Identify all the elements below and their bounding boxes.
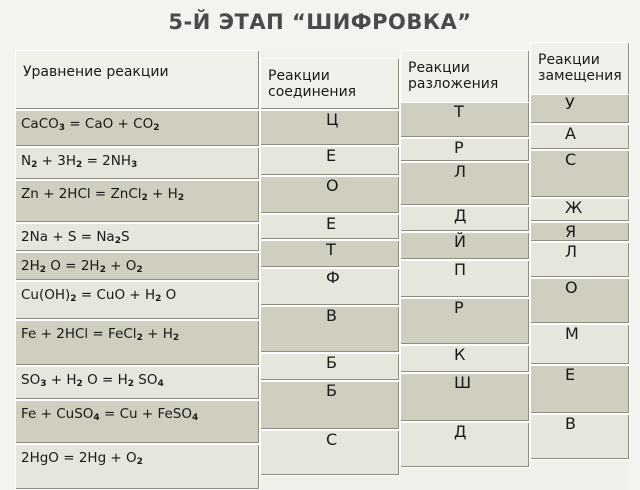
equation-cell (15, 223, 260, 252)
substitution-letter: М (565, 324, 579, 343)
subscript: 2 (76, 160, 83, 170)
equation-cell (15, 147, 260, 180)
formula-part: 2HgO = 2Hg + O (21, 450, 137, 466)
formula-part: SO (21, 372, 41, 388)
equation-cell (15, 180, 260, 223)
formula-part: O = H (82, 372, 128, 388)
formula-part: = Cu + FeSO (99, 406, 192, 422)
decomposition-letter: К (454, 345, 466, 364)
formula-part: + H (46, 372, 77, 388)
equation-cell (15, 252, 260, 281)
substitution-letter: А (565, 124, 576, 143)
synthesis-letter: Е (326, 146, 337, 165)
decomposition-letter: Й (454, 232, 466, 251)
substitution-cell (530, 198, 630, 222)
decomposition-cell (400, 298, 530, 345)
equation-text (15, 320, 259, 347)
formula-part: 2Na + S = Na (21, 229, 115, 245)
formula-part: = CuO + H (76, 287, 156, 303)
formula-part: Cu(OH) (21, 287, 71, 303)
decomposition-cell (400, 345, 530, 373)
subscript: 3 (58, 123, 66, 133)
equation-cell (15, 110, 260, 147)
substitution-cell (530, 242, 630, 278)
slide-title: 5-Й ЭТАП “ШИФРОВКА” (168, 10, 472, 34)
substitution-letter: С (565, 150, 577, 169)
formula-part: + 3H (37, 153, 77, 169)
equation-text (15, 252, 259, 279)
decomposition-cell (400, 260, 530, 298)
substitution-letter: О (565, 278, 578, 297)
synthesis-cell (260, 430, 400, 476)
equation-text (15, 147, 259, 174)
subscript: 2 (141, 193, 148, 203)
substitution-letter: В (565, 414, 576, 433)
subscript: 2 (70, 294, 77, 304)
formula-part: + O (105, 258, 137, 274)
substitution-cell (530, 324, 630, 365)
synthesis-letter: Б (326, 381, 337, 400)
subscript: 4 (93, 413, 100, 423)
equation-text (15, 366, 259, 393)
substitution-cell (530, 150, 630, 198)
synthesis-letter: В (326, 306, 337, 325)
substitution-letter: Л (565, 242, 578, 261)
substitution-letter: У (565, 94, 575, 113)
substitution-letter: Е (565, 365, 576, 384)
synthesis-letter: Ф (326, 268, 340, 287)
equation-cell (15, 366, 260, 400)
decomposition-letter: П (454, 260, 467, 279)
formula-part: + H (147, 186, 178, 202)
equation-text (15, 444, 259, 471)
decomposition-cell (400, 102, 530, 138)
formula-part: Fe + CuSO (21, 406, 94, 422)
formula-part: = CaO + CO (65, 116, 154, 132)
substitution-cell (530, 278, 630, 324)
subscript: 2 (76, 379, 83, 389)
decomposition-cell (400, 138, 530, 162)
decomposition-letter: Ш (454, 373, 472, 392)
equation-text (15, 110, 259, 137)
subscript: 2 (136, 457, 143, 467)
synthesis-letter: Б (326, 353, 337, 372)
subscript: 2 (99, 265, 106, 275)
synthesis-letter: Е (326, 214, 337, 233)
decomposition-letter: Р (454, 298, 464, 317)
subscript: 2 (136, 265, 143, 275)
formula-part: O = 2H (46, 258, 100, 274)
subscript: 2 (153, 123, 160, 133)
header-substitution-label: Реакции замещения (538, 52, 622, 84)
decomposition-cell (400, 206, 530, 232)
subscript: 2 (177, 193, 185, 203)
formula-part: N (21, 153, 32, 169)
subscript: 2 (31, 160, 38, 170)
synthesis-cell (260, 176, 400, 214)
equation-cell (15, 444, 260, 490)
decomposition-cell (400, 422, 530, 468)
subscript: 2 (136, 333, 143, 343)
formula-part: S (120, 229, 130, 245)
substitution-cell (530, 94, 630, 124)
header-decomposition (400, 50, 530, 110)
formula-part: Fe + 2HCl = FeCl (21, 326, 137, 342)
subscript: 2 (39, 265, 47, 275)
equation-text (15, 180, 259, 207)
equation-cell (15, 320, 260, 366)
decomposition-letter: Д (454, 422, 467, 441)
substitution-letter: Я (565, 222, 577, 241)
synthesis-cell (260, 381, 400, 430)
equation-cell (15, 281, 260, 320)
formula-part: + H (142, 326, 173, 342)
formula-part: 2H (21, 258, 40, 274)
header-synthesis (260, 58, 400, 110)
equation-text (15, 281, 259, 308)
subscript: 3 (131, 160, 138, 170)
header-synthesis-label: Реакции соединения (268, 68, 357, 100)
subscript: 4 (191, 413, 199, 423)
subscript: 3 (40, 379, 47, 389)
substitution-cell (530, 414, 630, 460)
subscript: 2 (127, 379, 135, 389)
reaction-table (15, 50, 630, 490)
decomposition-cell (400, 232, 530, 260)
header-equation (15, 50, 260, 110)
header-equation-label: Уравнение реакции (23, 64, 169, 80)
subscript: 2 (172, 333, 180, 343)
synthesis-letter: Ц (326, 110, 339, 129)
decomposition-cell (400, 162, 530, 206)
synthesis-cell (260, 240, 400, 268)
subscript: 4 (157, 379, 164, 389)
decomposition-letter: Л (454, 162, 467, 181)
decomposition-letter: Р (454, 138, 464, 157)
synthesis-cell (260, 110, 400, 146)
formula-part: = 2NH (82, 153, 132, 169)
substitution-cell (530, 365, 630, 414)
synthesis-letter: О (326, 176, 339, 195)
decomposition-letter: Т (454, 102, 464, 121)
synthesis-cell (260, 214, 400, 240)
subscript: 2 (155, 294, 162, 304)
substitution-cell (530, 222, 630, 242)
synthesis-letter: Т (326, 240, 336, 259)
synthesis-letter: С (326, 430, 338, 449)
formula-part: O (161, 287, 177, 303)
synthesis-cell (260, 306, 400, 353)
decomposition-letter: Д (454, 206, 467, 225)
synthesis-cell (260, 268, 400, 306)
decomposition-cell (400, 373, 530, 422)
equation-text (15, 400, 259, 427)
synthesis-cell (260, 353, 400, 381)
subscript: 2 (114, 236, 121, 246)
substitution-cell (530, 124, 630, 150)
equation-cell (15, 400, 260, 444)
formula-part: SO (134, 372, 158, 388)
synthesis-cell (260, 146, 400, 176)
formula-part: CaCO (21, 116, 59, 132)
header-decomposition-label: Реакции разложения (408, 60, 499, 92)
formula-part: Zn + 2HCl = ZnCl (21, 186, 142, 202)
equation-text (15, 223, 259, 250)
substitution-letter: Ж (565, 198, 583, 217)
